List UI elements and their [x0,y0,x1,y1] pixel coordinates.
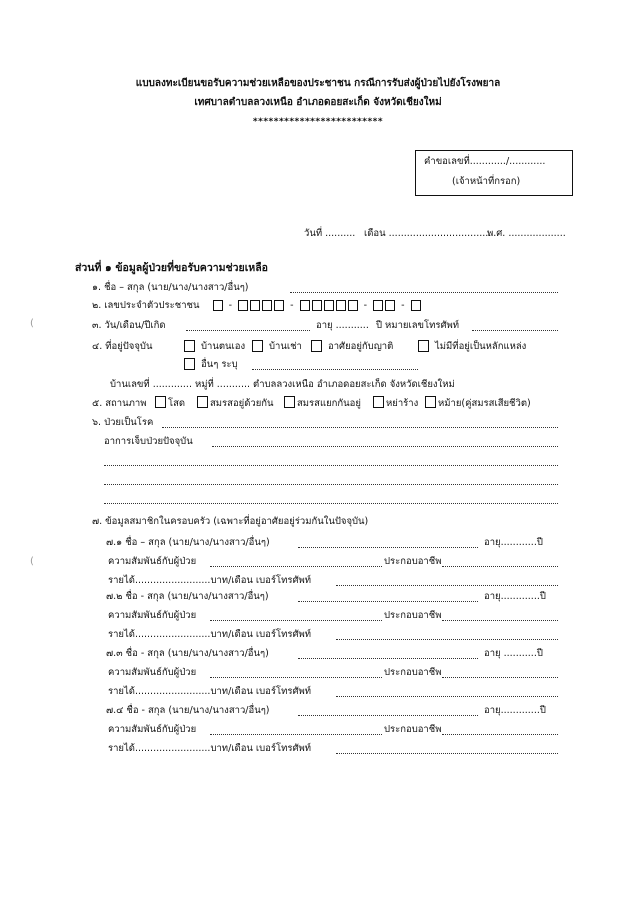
symptom-field[interactable] [212,446,558,447]
id-digit-box[interactable] [373,300,383,311]
id-digit-box[interactable] [300,300,310,311]
member3-job-field[interactable] [442,677,558,678]
member3-phone-field[interactable] [336,696,558,697]
house-address-line: บ้านเลขที่ ............. หมู่ที่ ........... ตำบลลวงเหนือ อำเภอดอยสะเก็ด จังหวัดเชียงใหม่ [110,379,455,390]
member2-phone-field[interactable] [336,639,558,640]
id-digit-box[interactable] [411,300,421,311]
id-digit-box[interactable] [348,300,358,311]
member4-income-label: รายได้.........................บาท/เดือน เบอร์โทรศัพท์ [108,743,312,754]
married-together-label: สมรสอยู่ด้วยกัน [210,398,274,409]
rent-house-label: บ้านเช่า [269,341,302,352]
request-number-label: คำขอเลขที่............/............ [424,156,546,167]
single-label: โสด [168,398,186,409]
member1-income-label: รายได้.........................บาท/เดือน เบอร์โทรศัพท์ [108,575,312,586]
member4-phone-field[interactable] [336,753,558,754]
item2-row [92,300,422,312]
id-digit-box[interactable] [250,300,260,311]
item4-address-label: ๔. ที่อยู่ปัจจุบัน [92,341,153,352]
date-year: พ.ศ. ................... [487,228,566,239]
own-house-checkbox[interactable] [184,340,195,352]
item5-status-label: ๕. สถานภาพ [92,398,147,409]
id-dash: - [290,300,294,311]
id-digit-box[interactable] [324,300,334,311]
section1-heading: ส่วนที่ ๑ ข้อมูลผู้ป่วยที่ขอรับความช่วยเหลือ [75,262,268,274]
member4-job-field[interactable] [442,734,558,735]
member2-job-label: ประกอบอาชีพ [384,610,442,621]
member4-relation-label: ความสัมพันธ์กับผู้ป่วย [108,724,197,735]
other-address-checkbox[interactable] [184,358,195,370]
name-field[interactable] [290,292,558,293]
member1-job-label: ประกอบอาชีพ [384,556,442,567]
scan-hole-mark: ( [30,556,34,567]
item3-age: อายุ ........... [316,320,369,331]
member3-name-field[interactable] [298,658,478,659]
member1-phone-field[interactable] [336,585,558,586]
married-together-checkbox[interactable] [197,396,208,408]
member2-job-field[interactable] [442,620,558,621]
member1-age: อายุ............ปี [484,537,543,548]
member2-name-label: ๗.๒ ชื่อ - สกุล (นาย/นาง/นางสาว/อื่นๆ) [106,591,269,602]
id-digit-box[interactable] [336,300,346,311]
widowed-checkbox[interactable] [425,396,436,408]
no-address-checkbox[interactable] [418,340,429,352]
relative-house-checkbox[interactable] [311,340,322,352]
date-month: เดือน .................................. [364,228,492,239]
phone-field[interactable] [472,330,558,331]
id-digit-box[interactable] [274,300,284,311]
disease-field[interactable] [162,427,558,428]
form-title-line2: เทศบาลตำบลลวงเหนือ อำเภอดอยสะเก็ด จังหวัดเชียงใหม่ [194,97,442,108]
id-digit-box[interactable] [213,300,223,311]
member3-name-label: ๗.๓ ชื่อ - สกุล (นาย/นาง/นางสาว/อื่นๆ) [106,648,269,659]
member4-relation-field[interactable] [210,734,382,735]
id-digit-box[interactable] [238,300,248,311]
id-dash: - [401,300,405,311]
member4-age: อายุ.............ปี [484,705,546,716]
birth-date-field[interactable] [186,330,310,331]
item3-phone-label: ปี หมายเลขโทรศัพท์ [376,320,460,331]
own-house-label: บ้านตนเอง [201,341,246,352]
item7-family-label: ๗. ข้อมูลสมาชิกในครอบครัว (เฉพาะที่อยู่อาศัยอยู่ร่วมกันในปัจจุบัน) [92,516,369,527]
id-digit-box[interactable] [385,300,395,311]
member1-name-field[interactable] [298,547,478,548]
married-separated-checkbox[interactable] [284,396,295,408]
member1-relation-label: ความสัมพันธ์กับผู้ป่วย [108,556,197,567]
member4-job-label: ประกอบอาชีพ [384,724,442,735]
member1-job-field[interactable] [442,566,558,567]
item6-symptom-label: อาการเจ็บป่วยปัจจุบัน [104,436,193,447]
member2-income-label: รายได้.........................บาท/เดือน เบอร์โทรศัพท์ [108,629,312,640]
married-separated-label: สมรสแยกกันอยู่ [297,398,361,409]
scan-hole-mark: ( [30,318,34,329]
office-note: (เจ้าหน้าที่กรอก) [452,176,521,187]
relative-house-label: อาศัยอยู่กับญาติ [328,341,394,352]
member2-age: อายุ.............ปี [484,591,546,602]
id-dash: - [363,300,367,311]
divorced-label: หย่าร้าง [386,398,419,409]
symptom-field-line3[interactable] [104,484,558,485]
no-address-label: ไม่มีที่อยู่เป็นหลักแหล่ง [435,341,527,352]
item3-birth-label: ๓. วัน/เดือน/ปีเกิด [92,320,166,331]
id-digit-box[interactable] [312,300,322,311]
item6-disease-label: ๖. ป่วยเป็นโรค [92,417,154,428]
member3-relation-label: ความสัมพันธ์กับผู้ป่วย [108,667,197,678]
form-title-line1: แบบลงทะเบียนขอรับความช่วยเหลือของประชาชน กรณีการรับส่งผู้ป่วยไปยังโรงพยาล [135,78,501,89]
divorced-checkbox[interactable] [373,396,384,408]
member2-relation-label: ความสัมพันธ์กับผู้ป่วย [108,610,197,621]
member4-name-label: ๗.๔ ชื่อ - สกุล (นาย/นาง/นางสาว/อื่นๆ) [106,705,270,716]
rent-house-checkbox[interactable] [252,340,263,352]
date-day: วันที่ .......... [304,228,356,239]
id-dash: - [228,300,232,311]
id-digit-box[interactable] [262,300,272,311]
other-address-label: อื่นๆ ระบุ [201,359,238,370]
symptom-field-line2[interactable] [104,465,558,466]
member1-name-label: ๗.๑ ชื่อ – สกุล (นาย/นาง/นางสาว/อื่นๆ) [106,537,270,548]
member4-name-field[interactable] [298,715,478,716]
member3-age: อายุ ...........ปี [484,648,543,659]
member3-job-label: ประกอบอาชีพ [384,667,442,678]
item2-id-label: ๒. เลขประจำตัวประชาชน [92,300,200,311]
member2-relation-field[interactable] [210,620,382,621]
symptom-field-line4[interactable] [104,503,558,504]
member2-name-field[interactable] [298,601,478,602]
member1-relation-field[interactable] [210,566,382,567]
single-checkbox[interactable] [155,396,166,408]
member3-income-label: รายได้.........................บาท/เดือน เบอร์โทรศัพท์ [108,686,312,697]
title-stars: ************************* [252,117,384,127]
widowed-label: หม้าย(คู่สมรสเสียชีวิต) [438,398,531,409]
item1-name-label: ๑. ชื่อ – สกุล (นาย/นาง/นางสาว/อื่นๆ) [92,282,249,293]
other-address-field[interactable] [252,369,418,370]
member3-relation-field[interactable] [210,677,382,678]
